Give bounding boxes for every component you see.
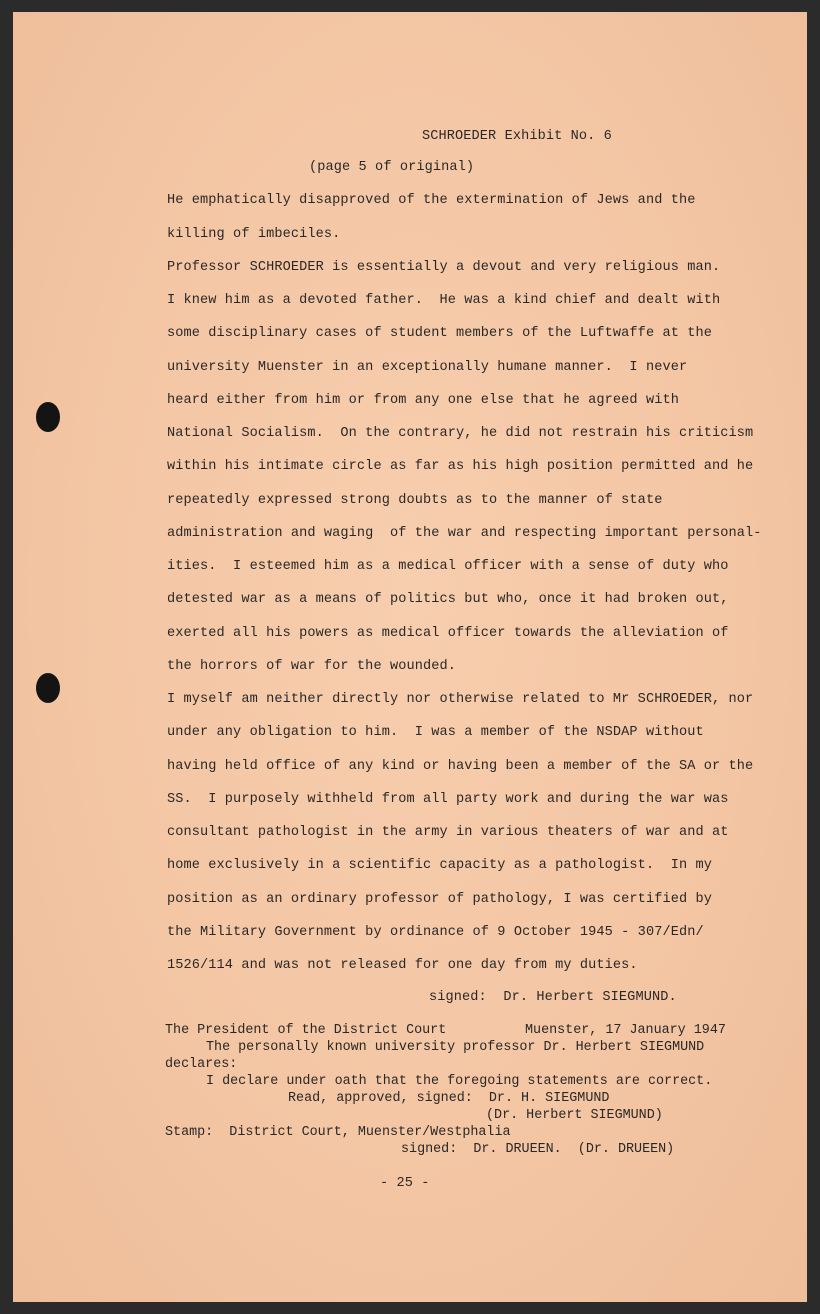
body-line: home exclusively in a scientific capacity as a pathologist. In my bbox=[167, 858, 712, 873]
body-line: repeatedly expressed strong doubts as to the manner of state bbox=[167, 493, 663, 508]
oath-statement: I declare under oath that the foregoing statements are correct. bbox=[206, 1074, 713, 1089]
body-line: having held office of any kind or having been a member of the SA or the bbox=[167, 759, 754, 774]
body-line: within his intimate circle as far as his high position permitted and he bbox=[167, 459, 754, 474]
body-line: ities. I esteemed him as a medical officer with a sense of duty who bbox=[167, 559, 729, 574]
court-signature: signed: Dr. DRUEEN. (Dr. DRUEEN) bbox=[401, 1142, 675, 1157]
body-line: position as an ordinary professor of pathology, I was certified by bbox=[167, 892, 712, 907]
body-line: administration and waging of the war and respecting important personal- bbox=[167, 526, 762, 541]
body-line: university Muenster in an exceptionally humane manner. I never bbox=[167, 360, 688, 375]
place-date: Muenster, 17 January 1947 bbox=[525, 1023, 726, 1038]
exhibit-heading: SCHROEDER Exhibit No. 6 bbox=[422, 129, 612, 144]
body-line: 1526/114 and was not released for one day from my duties. bbox=[167, 958, 638, 973]
punch-hole-bottom bbox=[36, 673, 60, 703]
body-line: He emphatically disapproved of the extermination of Jews and the bbox=[167, 193, 696, 208]
body-line: exerted all his powers as medical officer towards the alleviation of bbox=[167, 626, 729, 641]
body-line: I myself am neither directly nor otherwise related to Mr SCHROEDER, nor bbox=[167, 692, 754, 707]
document-page bbox=[13, 12, 807, 1302]
body-line: SS. I purposely withheld from all party work and during the war was bbox=[167, 792, 729, 807]
declaration-intro: The personally known university professor Dr. Herbert SIEGMUND bbox=[206, 1040, 705, 1055]
body-line: the horrors of war for the wounded. bbox=[167, 659, 457, 674]
body-line: consultant pathologist in the army in various theaters of war and at bbox=[167, 825, 729, 840]
body-line: detested war as a means of politics but who, once it had broken out, bbox=[167, 592, 729, 607]
stamp-line: Stamp: District Court, Muenster/Westphalia bbox=[165, 1125, 511, 1140]
body-line: the Military Government by ordinance of 9 October 1945 - 307/Edn/ bbox=[167, 925, 704, 940]
body-line: some disciplinary cases of student members of the Luftwaffe at the bbox=[167, 326, 712, 341]
signature-line: signed: Dr. Herbert SIEGMUND. bbox=[429, 990, 677, 1005]
body-line: killing of imbeciles. bbox=[167, 227, 341, 242]
court-title: The President of the District Court bbox=[165, 1023, 447, 1038]
read-approved-line: Read, approved, signed: Dr. H. SIEGMUND bbox=[288, 1091, 610, 1106]
body-line: under any obligation to him. I was a member of the NSDAP without bbox=[167, 725, 704, 740]
declares-label: declares: bbox=[165, 1057, 238, 1072]
punch-hole-top bbox=[36, 402, 60, 432]
body-line: I knew him as a devoted father. He was a kind chief and dealt with bbox=[167, 293, 721, 308]
body-line: heard either from him or from any one else that he agreed with bbox=[167, 393, 679, 408]
page-reference: (page 5 of original) bbox=[309, 160, 475, 175]
body-line: Professor SCHROEDER is essentially a devout and very religious man. bbox=[167, 260, 721, 275]
page-number: - 25 - bbox=[380, 1176, 430, 1191]
body-line: National Socialism. On the contrary, he did not restrain his criticism bbox=[167, 426, 754, 441]
signer-name: (Dr. Herbert SIEGMUND) bbox=[486, 1108, 663, 1123]
